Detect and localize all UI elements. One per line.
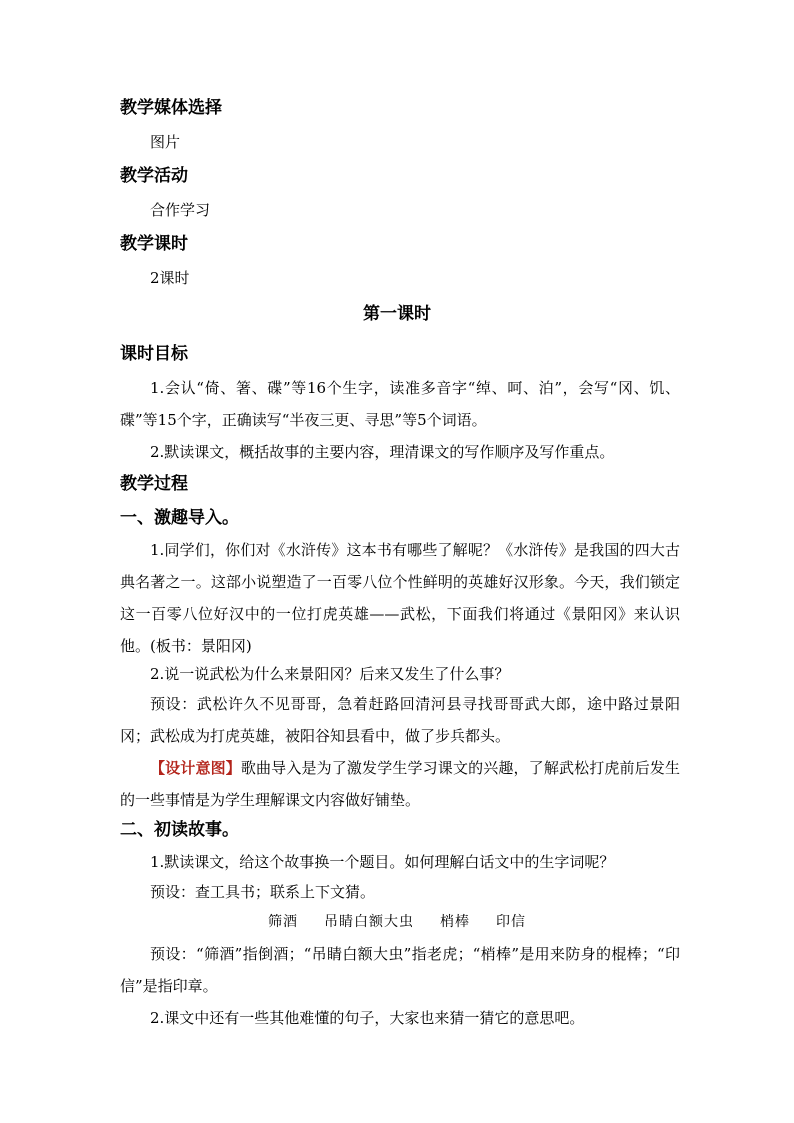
objective-item-1: 1.会认“倚、箸、碟”等16个生字，读准多音字“绰、呵、泊”，会写“冈、饥、碟”等15个字，正确读写“半夜三更、寻思”等5个词语。 (120, 379, 680, 429)
lesson-title: 第一课时 (363, 304, 431, 324)
vocab-item: 梢棒 (440, 914, 470, 930)
part1-heading: 一、激趣导入。 (120, 508, 239, 528)
part1-paragraph-2: 2.说一说武松为什么来景阳冈？后来又发生了什么事？ (150, 665, 510, 683)
activity-heading: 教学活动 (120, 166, 188, 186)
media-value: 图片 (150, 133, 181, 151)
period-value: 2课时 (150, 269, 190, 287)
process-heading: 教学过程 (120, 474, 188, 494)
vocab-item: 筛酒 (268, 914, 298, 930)
media-heading: 教学媒体选择 (120, 98, 222, 118)
vocab-item: 印信 (496, 914, 526, 930)
vocab-list (0, 906, 794, 938)
part2-heading: 二、初读故事。 (120, 820, 239, 840)
period-heading: 教学课时 (120, 234, 188, 254)
part1-paragraph-3: 预设：武松许久不见哥哥，急着赶路回清河县寻找哥哥武大郎，途中路过景阳冈；武松成为打虎英雄，被阳谷知县看中，做了步兵都头。 (120, 695, 680, 745)
objective-item-2: 2.默读课文，概括故事的主要内容，理清课文的写作顺序及写作重点。 (150, 443, 615, 461)
part2-paragraph-3: 预设：“筛酒”指倒酒；“吊睛白额大虫”指老虎；“梢棒”是用来防身的棍棒；“印信”是指印章。 (120, 945, 680, 995)
objectives-heading: 课时目标 (120, 344, 188, 364)
part2-paragraph-4: 2.课文中还有一些其他难懂的句子，大家也来猜一猜它的意思吧。 (150, 1009, 585, 1027)
part2-paragraph-1: 1.默读课文，给这个故事换一个题目。如何理解白话文中的生字词呢？ (150, 853, 615, 871)
vocab-item: 吊睛白额大虫 (324, 914, 414, 930)
design-intent-tag: 【设计意图】 (150, 759, 241, 777)
activity-value: 合作学习 (150, 201, 211, 219)
design-intent-text: 歌曲导入是为了激发学生学习课文的兴趣，了解武松打虎前后发生的一些事情是为学生理解课文内容做好铺垫。 (120, 759, 680, 809)
part2-paragraph-2: 预设：查工具书；联系上下文猜。 (150, 883, 376, 901)
design-intent-paragraph (120, 752, 680, 816)
part1-paragraph-1: 1.同学们，你们对《水浒传》这本书有哪些了解呢？《水浒传》是我国的四大古典名著之一。这部小说塑造了一百零八位个性鲜明的英雄好汉形象。今天，我们锁定这一百零八位好汉中的一位打虎英雄——武松，下面我们将通过《景阳冈》来认识他。(板书：景阳冈) (120, 541, 680, 655)
